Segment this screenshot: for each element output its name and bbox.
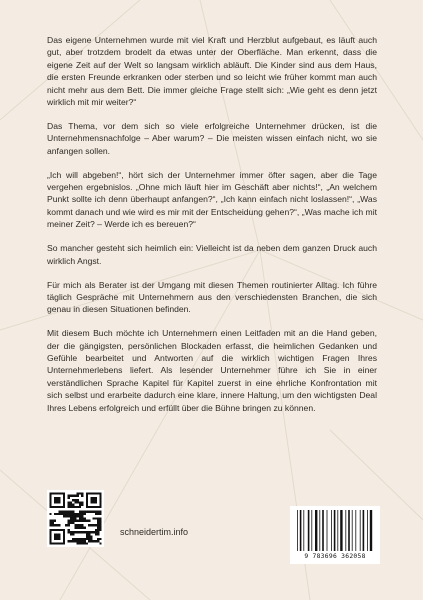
barcode-icon [295, 510, 375, 552]
paragraph-2: Das Thema, vor dem sich so viele erfolgreiche Unternehmer drücken, ist die Unternehmensnachfolge – Aber warum? – Die meisten wissen einfach nicht, wo sie anfangen sollen. [47, 120, 377, 156]
paragraph-4: So mancher gesteht sich heimlich ein: Vielleicht ist da neben dem ganzen Druck auch wirklich Angst. [47, 243, 377, 266]
website-link[interactable]: schneidertim.info [120, 527, 189, 537]
isbn-number: 9 783696 362058 [304, 553, 366, 560]
paragraph-6: Mit diesem Buch möchte ich Unternehmern einen Leitfaden mit an die Hand geben, der die gängigsten, persönlichen Blockaden erfasst, die heimlichen Gedanken und Gefühle bearbeitet und Antworten auf die wirklich wichtigen Fragen Ihres Unternehmerlebens liefert. Als lesender Unternehmer führe ich Sie in einer verständlichen Sprache Kapitel für Kapitel zuerst in eine ehrliche Konfrontation mit sich selbst und erarbeite dadurch eine klare, innere Haltung, um den wichtigsten Deal Ihres Lebens erfolgreich und erfüllt über die Bühne bringen zu können. [47, 328, 377, 413]
paragraph-3: „Ich will abgeben!“, hört sich der Unternehmer immer öfter sagen, aber die Tage vergehen ergebnislos. „Ohne mich läuft hier im Geschäft aber nichts!“, „An welchem Punkt sollte ich denn überhaupt anfangen?“, „Ich kann einfach nicht loslassen!“, „Was kommt danach und wie wird es mir mit der Entscheidung gehen?“, „Was mache ich mit meiner Zeit? – Werde ich es bereuen?“ [47, 169, 377, 230]
back-cover-text [47, 34, 377, 426]
paragraph-5: Für mich als Berater ist der Umgang mit diesen Themen routinierter Alltag. Ich führe täglich Gespräche mit Unternehmern aus den verschiedensten Branchen, die sich genau in diesen Situationen befinden. [47, 279, 377, 315]
paragraph-1: Das eigene Unternehmen wurde mit viel Kraft und Herzblut aufgebaut, es läuft auch gut, aber trotzdem brodelt da etwas unter der Oberfläche. Man erkennt, dass die eigene Zeit auf der Welt so langsam wirklich abläuft. Die Kinder sind aus dem Haus, die ersten Freunde erkranken oder sterben und so leicht wie früher kommt man auch nicht mehr aus dem Bett. Die immer gleiche Frage stellt sich: „Wie geht es denn jetzt wirklich mit mir weiter?“ [47, 35, 377, 108]
qr-code-icon [47, 490, 104, 547]
isbn-barcode [290, 506, 380, 564]
